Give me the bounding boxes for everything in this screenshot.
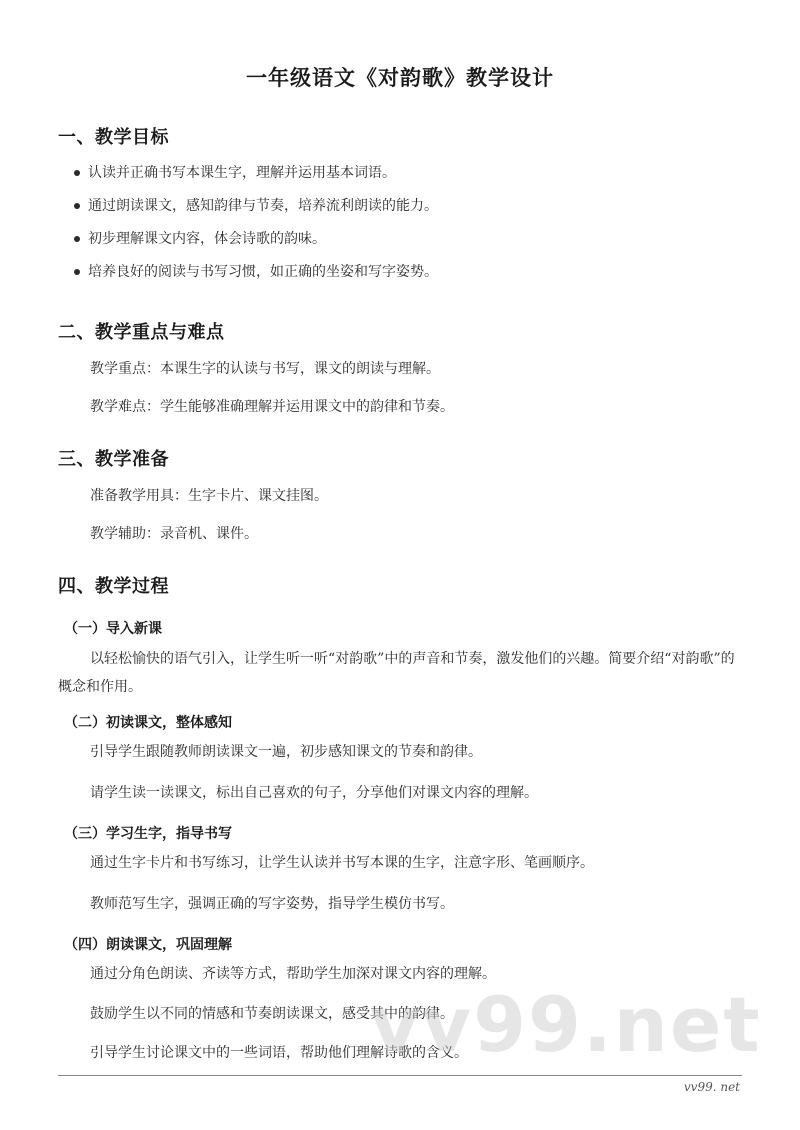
subsection-heading-intro: （一）导入新课: [64, 621, 162, 637]
reading-aloud-text-2: 鼓励学生以不同的情感和节奏朗读课文，感受其中的韵律。: [90, 1006, 454, 1022]
bullet-icon: [74, 236, 80, 242]
footer-divider: [58, 1075, 742, 1076]
key-point-text: 教学重点：本课生字的认读与书写，课文的朗读与理解。: [90, 361, 440, 377]
list-item: 通过朗读课文，感知韵律与节奏，培养流利朗读的能力。: [74, 195, 438, 228]
subsection-heading-characters: （三）学习生字，指导书写: [64, 826, 232, 842]
subsection-heading-reading-aloud: （四）朗读课文，巩固理解: [64, 937, 232, 953]
document-title: 一年级语文《对韵歌》教学设计: [246, 65, 554, 90]
preparation-tools-text: 准备教学用具：生字卡片、课文挂图。: [90, 488, 328, 504]
reading-aloud-text-1: 通过分角色朗读、齐读等方式，帮助学生加深对课文内容的理解。: [90, 966, 496, 982]
first-reading-text-1: 引导学生跟随教师朗读课文一遍，初步感知课文的节奏和韵律。: [90, 744, 482, 760]
intro-paragraph: 以轻松愉快的语气引入，让学生听一听“对韵歌”中的声音和节奏，激发他们的兴趣。简要介绍“对韵歌”的概念和作用。: [58, 651, 735, 695]
list-item: 认读并正确书写本课生字，理解并运用基本词语。: [74, 162, 438, 195]
watermark: vv99.net: [370, 980, 762, 1069]
footer-site: vv99. net: [683, 1080, 740, 1094]
reading-aloud-text-3: 引导学生讨论课文中的一些词语，帮助他们理解诗歌的含义。: [90, 1045, 468, 1061]
characters-text-2: 教师范写生字，强调正确的写字姿势，指导学生模仿书写。: [90, 896, 454, 912]
list-item: 培养良好的阅读与书写习惯，如正确的坐姿和写字姿势。: [74, 261, 438, 294]
section-heading-key-points: 二、教学重点与难点: [58, 322, 225, 343]
difficulty-text: 教学难点：学生能够准确理解并运用课文中的韵律和节奏。: [90, 399, 454, 415]
subsection-heading-first-reading: （二）初读课文，整体感知: [64, 715, 232, 731]
bullet-icon: [74, 203, 80, 209]
objectives-list: [74, 162, 438, 294]
bullet-icon: [74, 269, 80, 275]
preparation-aids-text: 教学辅助：录音机、课件。: [90, 526, 258, 542]
section-heading-preparation: 三、教学准备: [58, 449, 169, 470]
section-heading-process: 四、教学过程: [58, 576, 169, 597]
bullet-icon: [74, 170, 80, 176]
characters-text-1: 通过生字卡片和书写练习，让学生认读并书写本课的生字，注意字形、笔画顺序。: [90, 855, 594, 871]
list-item: 初步理解课文内容，体会诗歌的韵味。: [74, 228, 438, 261]
section-heading-objectives: 一、教学目标: [58, 127, 169, 148]
first-reading-text-2: 请学生读一读课文，标出自己喜欢的句子，分享他们对课文内容的理解。: [90, 785, 538, 801]
